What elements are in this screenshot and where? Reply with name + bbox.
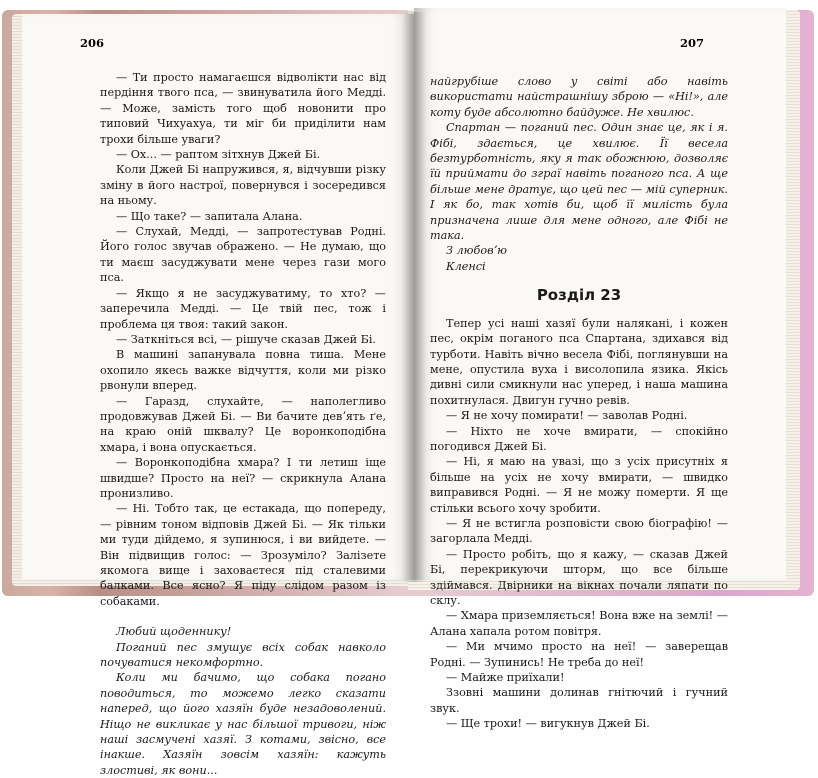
paragraph: — Я не хочу помирати! — заволав Родні. bbox=[446, 409, 688, 423]
paragraph: — Слухай, Медді, — запротестував Родні. Його голос звучав ображено. — Не думаю, що ти маєш засуджувати мене через гази мого пса. bbox=[100, 225, 386, 285]
book-gutter bbox=[402, 12, 426, 582]
paragraph: — Ніхто не хоче вмирати, — спокійно погодився Джей Бі. bbox=[430, 424, 728, 453]
paragraph: — Ми мчимо просто на неї! — заверещав Родні. — Зупинись! Не треба до неї! bbox=[430, 640, 728, 669]
diary-paragraph: Спартан — поганий пес. Один знає це, як і я. Фібі, здається, це хвилює. Її весела безтурботність, яку я так обожнюю, дозволяє їй приймати до зграї навіть поганого пса. А ще більше мене дратує, що цей пес — мій суперник. І як бо, так хотів би, щоб її милість була призначена лише для мене одного, але Фібі не така. bbox=[430, 121, 728, 243]
paragraph: — Якщо я не засуджуватиму, то хто? — заперечила Медді. — Це твій пес, тож і проблема ця твоя: такий закон. bbox=[100, 286, 386, 331]
paragraph: Тепер усі наші хазяї були налякані, і кожен пес, окрім поганого пса Спартана, здихався від турботи. Навіть вічно весела Фібі, поглянувши на мене, опустила вуха і висолопила язика. Якісь дивні сили смикнули нас уперед, і наша машина похитнулася. Двигун гучно ревів. bbox=[430, 316, 728, 407]
diary-greeting: Любий щоденнику! bbox=[116, 625, 232, 639]
paragraph: — Майже приїхали! bbox=[446, 671, 565, 685]
paragraph: Коли Джей Бі напружився, я, відчувши різку зміну в його настрої, повернувся і зосередився на ньому. bbox=[100, 163, 386, 208]
left-page-text bbox=[100, 70, 386, 778]
paragraph: — Ні. Тобто так, це естакада, що попереду, — рівним тоном відповів Джей Бі. — Як тільки ми туди дійдемо, я зупинюся, і ви вийдете. — Він підвищив голос: — Зрозуміло? Залізете якомога вище і заховаєтеся під сталевими балками. Все ясно? Я піду слідом разом із собаками. bbox=[100, 502, 386, 608]
paragraph: Ззовні машини долинав гнітючий і гучний звук. bbox=[430, 686, 728, 715]
paragraph: — Воронкоподібна хмара? І ти летиш іще швидше? Просто на неї? — скрикнула Алана пронизливо. bbox=[100, 456, 386, 500]
diary-paragraph: найгрубіше слово у світі або навіть використати найстрашнішу зброю — «Ні!», але коту буде абсолютно байдуже. Не хвилюс. bbox=[430, 75, 728, 119]
section-gap bbox=[100, 609, 386, 624]
paragraph: — Гаразд, слухайте, — наполегливо продовжував Джей Бі. — Ви бачите девʼять ґе, на краю оній шквалу? Це воронкоподібна хмара, і вона опускається. bbox=[100, 394, 386, 454]
paragraph: — Я не встигла розповісти свою біографію! — загорлала Медді. bbox=[430, 516, 728, 546]
right-page-number: 207 bbox=[680, 36, 705, 50]
paragraph: — Ні, я маю на увазі, що з усіх присутніх я більше на усіх не хочу вмирати, — швидко виправився Родні. — Я не можу померти. Я ще стільки всього хочу зробити. bbox=[430, 455, 728, 515]
chapter-title: Розділ 23 bbox=[536, 286, 622, 305]
paragraph: — Ти просто намагаєшся відволікти нас від пердіння твого пса, — звинуватила його Медді. — Може, замість того щоб новонити про типовий Чихуахуа, ти міг би приділити нам трохи більше уваги? bbox=[100, 71, 386, 146]
diary-signature: Кленсі bbox=[446, 259, 486, 273]
diary-paragraph: Коли ми бачимо, що собака погано поводиться, то можемо легко сказати наперед, що його хазяїн буде незадоволений. Ніщо не викликає у нас більшої тривоги, ніж наші засмучені хазяї. З котами, звісно, все інакше. Хазяїн зовсім хазяїн: кажуть злостиві, як вони... bbox=[100, 671, 386, 777]
paragraph: — Ще трохи! — вигукнув Джей Бі. bbox=[446, 717, 650, 731]
diary-paragraph: Поганий пес змушує всіх собак навколо почуватися некомфортно. bbox=[100, 640, 386, 670]
paragraph: — Що таке? — запитала Алана. bbox=[116, 209, 303, 223]
paragraph: — Ох... — раптом зітхнув Джей Бі. bbox=[116, 148, 321, 162]
paragraph: — Заткніться всі, — рішуче сказав Джей Бі. bbox=[116, 332, 376, 346]
diary-signoff: З любовʼю bbox=[446, 244, 507, 258]
right-page-text bbox=[430, 74, 728, 732]
left-page-number: 206 bbox=[80, 36, 105, 50]
paragraph: В машині запанувала повна тиша. Мене охопило якесь важке відчуття, коли ми різко рвонули вперед. bbox=[100, 348, 386, 393]
paragraph: — Просто робіть, що я кажу, — сказав Джей Бі, перекрикуючи шторм, що все більше здіймався. Двірники на вікнах почали ляпати по склу. bbox=[430, 547, 728, 607]
paragraph: — Хмара приземляється! Вона вже на землі! — Алана хапала ротом повітря. bbox=[430, 609, 728, 638]
